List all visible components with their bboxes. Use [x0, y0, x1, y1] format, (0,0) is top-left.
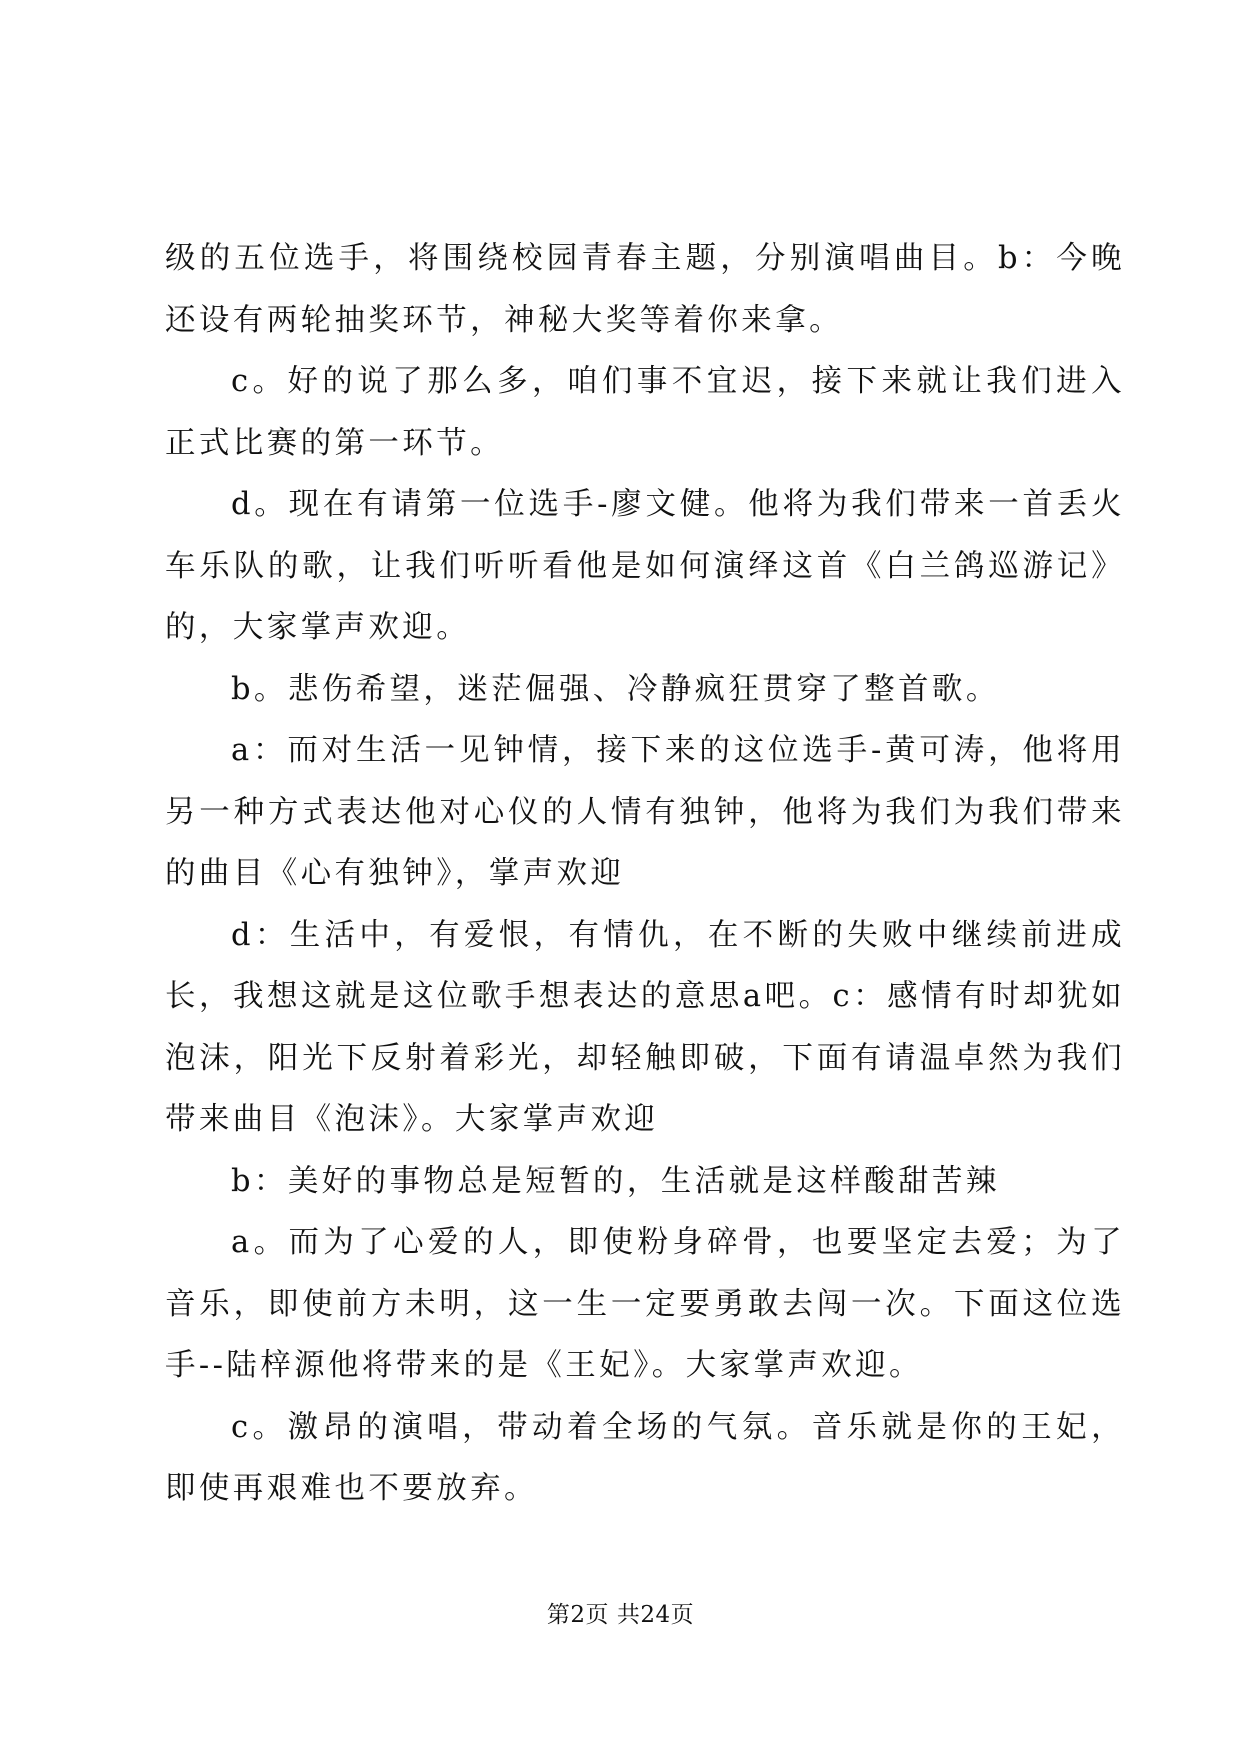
page-number-footer: 第2页 共24页 — [546, 1602, 695, 1628]
paragraph: c。好的说了那么多，咱们事不宜迟，接下来就让我们进入正式比赛的第一环节。 — [165, 364, 1125, 461]
paragraph: b：美好的事物总是短暂的，生活就是这样酸甜苦辣 — [231, 1163, 1000, 1199]
paragraph: a：而对生活一见钟情，接下来的这位选手-黄可涛，他将用另一种方式表达他对心仪的人情有独钟，他将为我们为我们带来的曲目《心有独钟》，掌声欢迎 — [165, 733, 1125, 891]
paragraph: c。激昂的演唱，带动着全场的气氛。音乐就是你的王妃，即使再艰难也不要放弃。 — [165, 1409, 1125, 1506]
paragraph: b。悲伤希望，迷茫倔强、冷静疯狂贯穿了整首歌。 — [231, 671, 1000, 707]
paragraph: d。现在有请第一位选手-廖文健。他将为我们带来一首丢火车乐队的歌，让我们听听看他是如何演绎这首《白兰鸽巡游记》的，大家掌声欢迎。 — [165, 487, 1125, 645]
paragraph: a。而为了心爱的人，即使粉身碎骨，也要坚定去爱；为了音乐，即使前方未明，这一生一定要勇敢去闯一次。下面这位选手--陆梓源他将带来的是《王妃》。大家掌声欢迎。 — [165, 1225, 1125, 1383]
paragraph-continued: 级的五位选手，将围绕校园青春主题，分别演唱曲目。b：今晚还设有两轮抽奖环节，神秘大奖等着你来拿。 — [165, 241, 1125, 338]
document-body — [165, 228, 1125, 1520]
paragraph: d：生活中，有爱恨，有情仇，在不断的失败中继续前进成长，我想这就是这位歌手想表达的意思a吧。c：感情有时却犹如泡沫，阳光下反射着彩光，却轻触即破，下面有请温卓然为我们带来曲目《泡沫》。大家掌声欢迎 — [165, 917, 1125, 1137]
